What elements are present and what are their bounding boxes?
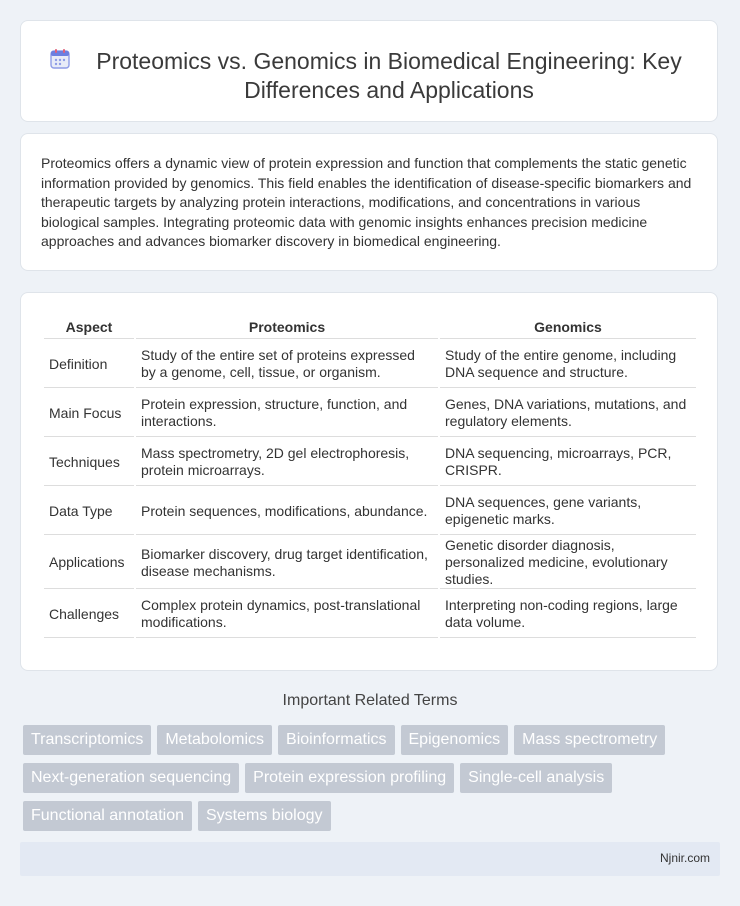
- intro-card: [20, 133, 718, 271]
- row-genomics: DNA sequencing, microarrays, PCR, CRISPR.: [440, 439, 696, 486]
- tag-bioinformatics[interactable]: Bioinformatics: [278, 725, 394, 755]
- row-aspect: Definition: [44, 341, 134, 388]
- row-genomics: DNA sequences, gene variants, epigenetic marks.: [440, 488, 696, 535]
- row-aspect: Main Focus: [44, 390, 134, 437]
- row-proteomics: Protein sequences, modifications, abundance.: [136, 488, 438, 535]
- tag-transcriptomics[interactable]: Transcriptomics: [23, 725, 151, 755]
- related-terms-list: [20, 722, 720, 836]
- row-proteomics: Protein expression, structure, function, and interactions.: [136, 390, 438, 437]
- row-proteomics: Mass spectrometry, 2D gel electrophoresis, protein microarrays.: [136, 439, 438, 486]
- tag-single-cell-analysis[interactable]: Single-cell analysis: [460, 763, 612, 793]
- row-genomics: Interpreting non-coding regions, large data volume.: [440, 591, 696, 638]
- row-aspect: Applications: [44, 537, 134, 589]
- row-aspect: Techniques: [44, 439, 134, 486]
- tag-functional-annotation[interactable]: Functional annotation: [23, 801, 192, 831]
- intro-paragraph: Proteomics offers a dynamic view of protein expression and function that complements the static genetic information provided by genomics. This field enables the identification of disease-specific biomarkers and therapeutic targets by analyzing protein interactions, modifications, and concentrations in various biological samples. Integrating proteomic data with genomic insights enhances precision medicine approaches and advances biomarker discovery in biomedical engineering.: [41, 155, 692, 250]
- comparison-card: [20, 292, 718, 671]
- page-title: Proteomics vs. Genomics in Biomedical Engineering: Key Differences and Applications: [96, 48, 682, 103]
- title-card: [20, 20, 718, 122]
- calendar-icon: [49, 48, 71, 70]
- comparison-table: [42, 314, 698, 640]
- header-genomics: Genomics: [440, 316, 696, 339]
- tag-systems-biology[interactable]: Systems biology: [198, 801, 331, 831]
- table-header-row: [44, 316, 696, 339]
- table-row: [44, 439, 696, 486]
- row-proteomics: Complex protein dynamics, post-translational modifications.: [136, 591, 438, 638]
- header-proteomics: Proteomics: [136, 316, 438, 339]
- footer-site-name: Njnir.com: [659, 851, 710, 865]
- table-row: [44, 341, 696, 388]
- row-aspect: Challenges: [44, 591, 134, 638]
- row-aspect: Data Type: [44, 488, 134, 535]
- table-row: [44, 488, 696, 535]
- tag-mass-spectrometry[interactable]: Mass spectrometry: [514, 725, 665, 755]
- row-genomics: Study of the entire genome, including DNA sequence and structure.: [440, 341, 696, 388]
- tag-next-generation-sequencing[interactable]: Next-generation sequencing: [23, 763, 239, 793]
- footer-bar: [20, 842, 720, 876]
- tag-protein-expression-profiling[interactable]: Protein expression profiling: [245, 763, 454, 793]
- related-terms-heading: Important Related Terms: [282, 692, 458, 709]
- header-aspect: Aspect: [44, 316, 134, 339]
- row-genomics: Genetic disorder diagnosis, personalized medicine, evolutionary studies.: [440, 537, 696, 589]
- row-proteomics: Biomarker discovery, drug target identification, disease mechanisms.: [136, 537, 438, 589]
- table-row: [44, 537, 696, 589]
- table-row: [44, 390, 696, 437]
- table-row: [44, 591, 696, 638]
- row-genomics: Genes, DNA variations, mutations, and regulatory elements.: [440, 390, 696, 437]
- tag-epigenomics[interactable]: Epigenomics: [401, 725, 509, 755]
- tag-metabolomics[interactable]: Metabolomics: [157, 725, 272, 755]
- row-proteomics: Study of the entire set of proteins expressed by a genome, cell, tissue, or organism.: [136, 341, 438, 388]
